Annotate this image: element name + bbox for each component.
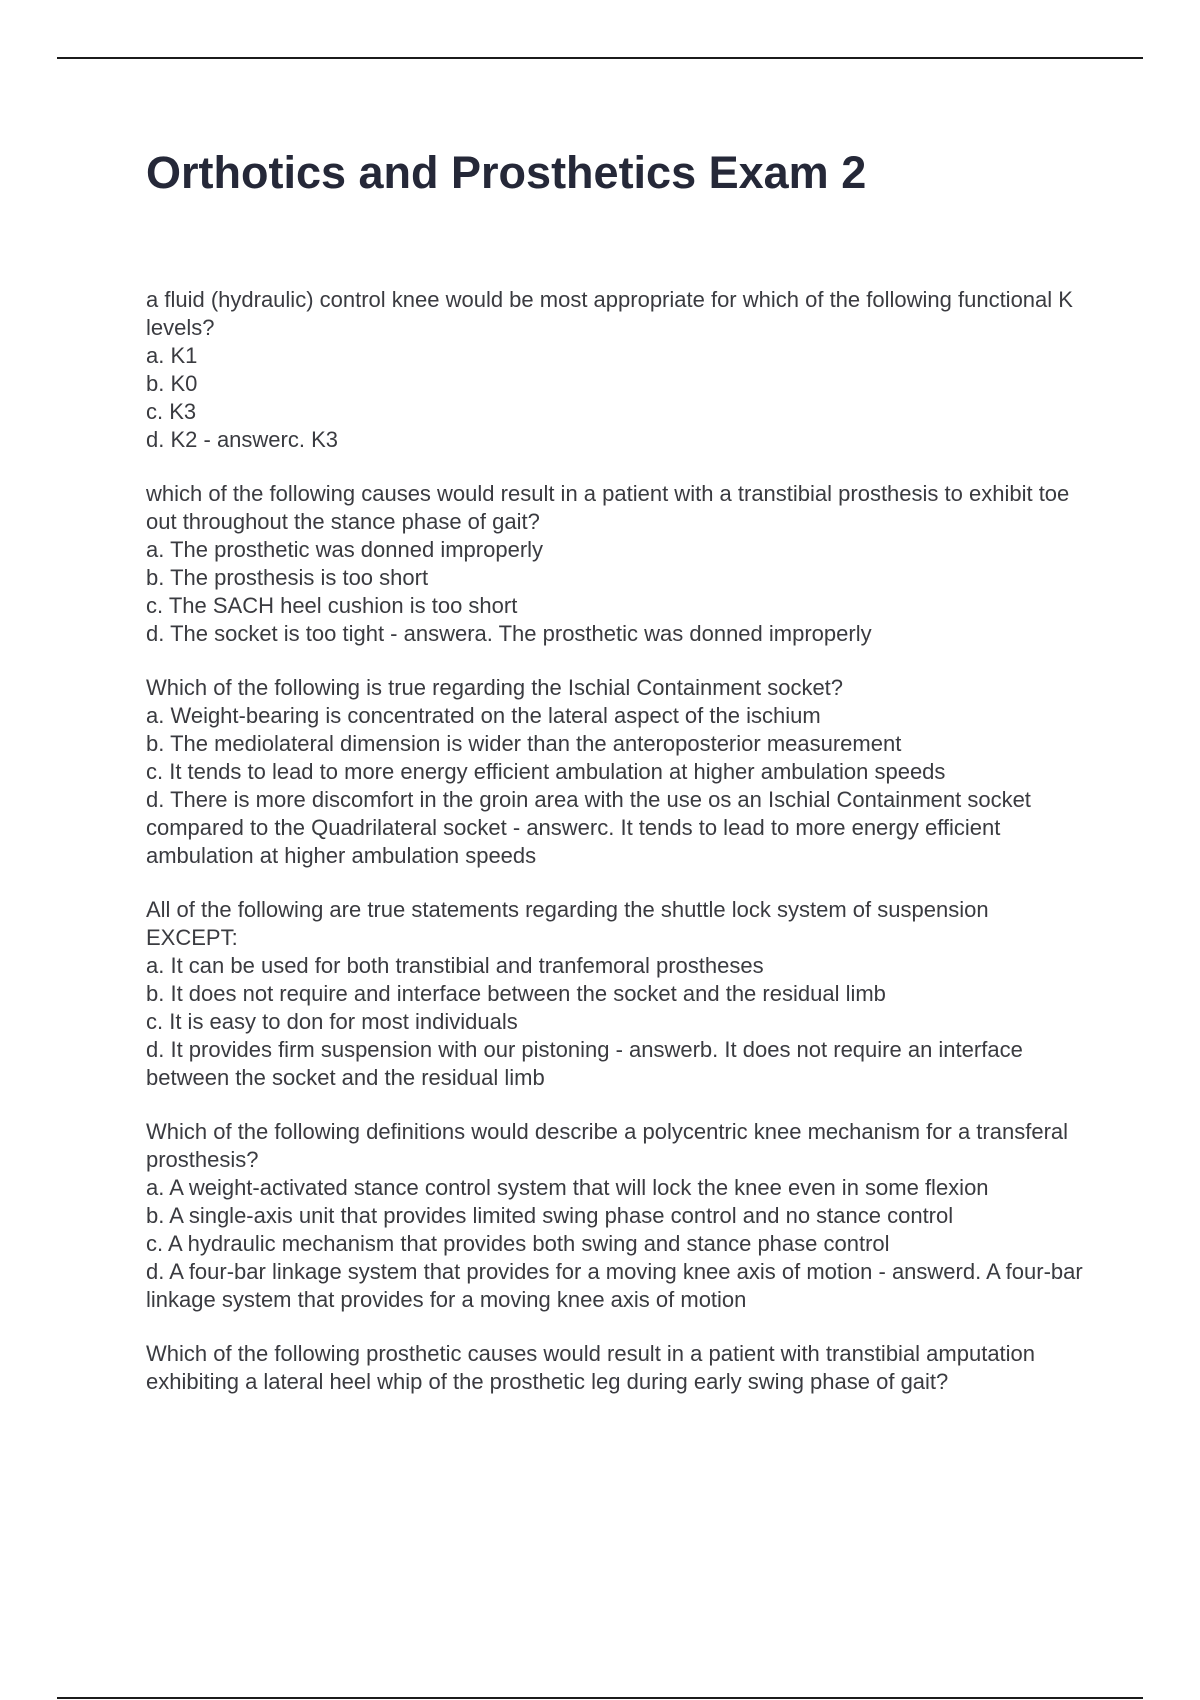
document-page xyxy=(146,143,1086,1422)
option-d: d. There is more discomfort in the groin area with the use os an Ischial Containment socket compared to the Quadrilateral socket xyxy=(146,787,1031,840)
option-b: b. It does not require and interface between the socket and the residual limb xyxy=(146,981,886,1006)
question-list xyxy=(146,286,1086,1396)
option-d-with-answer: d. A four-bar linkage system that provides for a moving knee axis of motion - answerd. A four-bar linkage system that provides for a moving knee axis of motion xyxy=(146,1259,1083,1312)
option-c: c. It tends to lead to more energy efficient ambulation at higher ambulation speeds xyxy=(146,759,946,784)
option-d: d. It provides firm suspension with our pistoning xyxy=(146,1037,610,1062)
option-d: d. K2 xyxy=(146,427,198,452)
question-block-5 xyxy=(146,1118,1086,1314)
option-a: a. It can be used for both transtibial and tranfemoral prostheses xyxy=(146,953,764,978)
answer-text: answerc. It tends to lead to more energy efficient ambulation at higher ambulation speeds xyxy=(146,815,1001,868)
question-text: Which of the following definitions would describe a polycentric knee mechanism for a transferal prosthesis? xyxy=(146,1119,1069,1172)
answer-text: answerd. A four-bar linkage system that provides for a moving knee axis of motion xyxy=(146,1259,1083,1312)
answer-text: answerb. It does not require an interface between the socket and the residual limb xyxy=(146,1037,1023,1090)
question-block-4 xyxy=(146,896,1086,1092)
question-text: a fluid (hydraulic) control knee would be most appropriate for which of the following functional K levels? xyxy=(146,287,1073,340)
option-c: c. K3 xyxy=(146,399,197,424)
option-c: c. It is easy to don for most individuals xyxy=(146,1009,518,1034)
option-c: c. The SACH heel cushion is too short xyxy=(146,593,518,618)
option-a: a. The prosthetic was donned improperly xyxy=(146,537,544,562)
question-text: Which of the following prosthetic causes would result in a patient with transtibial amputation exhibiting a lateral heel whip of the prosthetic leg during early swing phase of gait? xyxy=(146,1341,1036,1394)
option-b: b. The mediolateral dimension is wider than the anteroposterior measurement xyxy=(146,731,902,756)
top-divider xyxy=(57,57,1143,59)
option-d: d. The socket is too tight xyxy=(146,621,385,646)
page-title: Orthotics and Prosthetics Exam 2 xyxy=(146,147,867,198)
question-block-2 xyxy=(146,480,1086,648)
option-d-with-answer: d. It provides firm suspension with our pistoning - answerb. It does not require an interface between the socket and the residual limb xyxy=(146,1037,1023,1090)
option-a: a. Weight-bearing is concentrated on the lateral aspect of the ischium xyxy=(146,703,821,728)
answer-text: answera. The prosthetic was donned improperly xyxy=(403,621,872,646)
option-b: b. The prosthesis is too short xyxy=(146,565,429,590)
question-block-3 xyxy=(146,674,1086,870)
option-b: b. K0 xyxy=(146,371,198,396)
option-d: d. A four-bar linkage system that provides for a moving knee axis of motion xyxy=(146,1259,873,1284)
bottom-divider xyxy=(57,1697,1143,1699)
option-b: b. A single-axis unit that provides limited swing phase control and no stance control xyxy=(146,1203,954,1228)
option-a: a. K1 xyxy=(146,343,198,368)
question-block-6 xyxy=(146,1340,1086,1396)
question-text: Which of the following is true regarding the Ischial Containment socket? xyxy=(146,675,844,700)
option-d-with-answer: d. K2 - answerc. K3 xyxy=(146,427,338,452)
option-a: a. A weight-activated stance control system that will lock the knee even in some flexion xyxy=(146,1175,989,1200)
answer-text: answerc. K3 xyxy=(216,427,338,452)
option-d-with-answer: d. The socket is too tight - answera. The prosthetic was donned improperly xyxy=(146,621,872,646)
option-d-with-answer: d. There is more discomfort in the groin area with the use os an Ischial Containment socket compared to the Quadrilateral socket - answerc. It tends to lead to more energy efficient ambulation at higher ambulation speeds xyxy=(146,787,1031,868)
question-text: All of the following are true statements regarding the shuttle lock system of suspension EXCEPT: xyxy=(146,897,989,950)
option-c: c. A hydraulic mechanism that provides both swing and stance phase control xyxy=(146,1231,890,1256)
question-text: which of the following causes would result in a patient with a transtibial prosthesis to exhibit toe out throughout the stance phase of gait? xyxy=(146,481,1070,534)
question-block-1 xyxy=(146,286,1086,454)
